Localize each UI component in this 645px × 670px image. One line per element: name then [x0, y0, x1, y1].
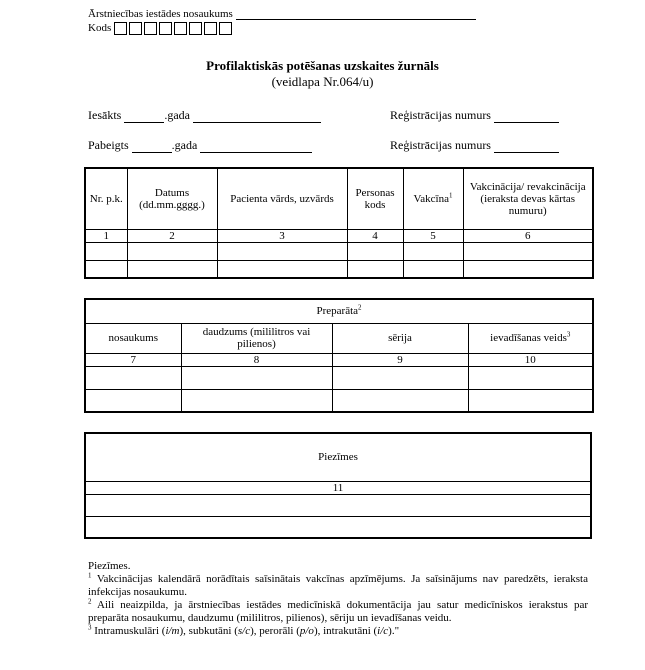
- finished-year-suffix: .gada: [171, 138, 198, 152]
- col-number-3: 3: [217, 229, 347, 242]
- table-cell[interactable]: [85, 260, 127, 278]
- footnotes: [88, 560, 588, 638]
- table-cell[interactable]: [85, 494, 591, 516]
- header-vaccination: Vakcinācija/ revakcinācija (ieraksta devas kārtas numuru): [463, 168, 593, 229]
- route-footnote-ref: 3: [566, 330, 571, 339]
- table-row: [85, 516, 591, 538]
- started-day-field[interactable]: [124, 111, 164, 123]
- preparation-group-header: [85, 299, 593, 323]
- page-title: Profilaktiskās potēšanas uzskaites žurnāls: [206, 58, 439, 73]
- table-cell[interactable]: [468, 366, 593, 389]
- institution-field[interactable]: [236, 8, 476, 20]
- started-year-suffix: .gada: [164, 108, 190, 122]
- footnote-3-im: i/m: [165, 625, 180, 637]
- header-vaccine: [403, 168, 463, 229]
- table-row: [85, 494, 591, 516]
- header-nr: Nr. p.k.: [85, 168, 127, 229]
- table-row: [85, 366, 593, 389]
- registration-field-2[interactable]: [494, 141, 559, 153]
- code-box[interactable]: [204, 22, 217, 35]
- header-personal-code: Personas kods: [347, 168, 403, 229]
- table-cell[interactable]: [332, 366, 468, 389]
- table-cell[interactable]: [463, 242, 593, 260]
- started-label: Iesākts: [88, 108, 122, 122]
- footnote-2-marker: 2: [88, 597, 92, 606]
- header-route-text: ievadīšanas veids: [490, 332, 567, 344]
- col-number-11: 11: [85, 481, 591, 494]
- table-cell[interactable]: [463, 260, 593, 278]
- header-amount: daudzums (mililitros vai pilienos): [181, 323, 332, 353]
- table-cell[interactable]: [347, 242, 403, 260]
- code-box[interactable]: [144, 22, 157, 35]
- table-cell[interactable]: [85, 366, 181, 389]
- footnote-3-d: ), intrakutāni (: [313, 625, 378, 637]
- header-name: nosaukums: [85, 323, 181, 353]
- preparation-footnote-ref: 2: [358, 303, 362, 312]
- table-cell[interactable]: [85, 389, 181, 412]
- footnote-3-b: ), subkutāni (: [179, 625, 238, 637]
- col-number-1: 1: [85, 229, 127, 242]
- col-number-4: 4: [347, 229, 403, 242]
- footnote-3-sc: s/c: [237, 625, 251, 637]
- header-patient: Pacienta vārds, uzvārds: [217, 168, 347, 229]
- footnote-3: [88, 625, 588, 638]
- footnote-2-text: Aili neaizpilda, ja ārstniecības iestādes medicīniskā dokumentācija jau satur medicīniskos ierakstus par preparāta nosaukumu, daudzumu (mililitros, pilienos), sēriju un ievadīšanas veidu.: [88, 599, 588, 624]
- registration-field-1[interactable]: [494, 111, 559, 123]
- footnote-3-po: p/o: [299, 625, 314, 637]
- header-date: Datums (dd.mm.gggg.): [127, 168, 217, 229]
- code-row: [88, 22, 234, 35]
- code-box[interactable]: [159, 22, 172, 35]
- footnote-3-a: Intramuskulāri (: [94, 625, 166, 637]
- col-number-6: 6: [463, 229, 593, 242]
- code-boxes[interactable]: [114, 22, 234, 34]
- finished-year-field[interactable]: [200, 141, 312, 153]
- registration-label-2: Reģistrācijas numurs: [390, 138, 491, 152]
- institution-row: [88, 8, 476, 20]
- table-cell[interactable]: [85, 242, 127, 260]
- footnote-1-text: Vakcinācijas kalendārā norādītais saīsinātais vakcīnas apzīmējums. Ja saīsinājums nav paredzēts, ieraksta infekcijas nosaukumu.: [88, 573, 588, 598]
- col-number-8: 8: [181, 353, 332, 366]
- footnote-3-e: ).": [388, 625, 400, 637]
- institution-label: Ārstniecības iestādes nosaukums: [88, 8, 233, 20]
- table-cell[interactable]: [127, 242, 217, 260]
- col-number-5: 5: [403, 229, 463, 242]
- header-vaccine-text: Vakcīna: [413, 192, 449, 205]
- finished-label: Pabeigts: [88, 138, 129, 152]
- header-route: [468, 323, 593, 353]
- code-box[interactable]: [189, 22, 202, 35]
- table-cell[interactable]: [468, 389, 593, 412]
- table-cell[interactable]: [217, 242, 347, 260]
- page-subtitle: (veidlapa Nr.064/u): [271, 74, 374, 89]
- started-row: [88, 108, 321, 123]
- code-box[interactable]: [114, 22, 127, 35]
- table-cell[interactable]: [403, 242, 463, 260]
- table-cell[interactable]: [217, 260, 347, 278]
- finished-day-field[interactable]: [132, 141, 172, 153]
- preparation-table: [84, 298, 594, 413]
- footnote-3-c: ), perorāli (: [250, 625, 300, 637]
- header-series: sērija: [332, 323, 468, 353]
- table-row: [85, 242, 593, 260]
- code-box[interactable]: [129, 22, 142, 35]
- table-row: [85, 389, 593, 412]
- registration-row-2: [390, 138, 559, 153]
- table-row: [85, 260, 593, 278]
- footnote-3-marker: 3: [88, 623, 92, 632]
- patient-table: [84, 167, 594, 279]
- started-year-field[interactable]: [193, 111, 321, 123]
- notes-header: Piezīmes: [85, 433, 591, 481]
- code-box[interactable]: [174, 22, 187, 35]
- footnote-1-marker: 1: [88, 571, 92, 580]
- finished-row: [88, 138, 312, 153]
- table-cell[interactable]: [127, 260, 217, 278]
- col-number-10: 10: [468, 353, 593, 366]
- footnotes-title: Piezīmes.: [88, 560, 131, 572]
- col-number-9: 9: [332, 353, 468, 366]
- table-cell[interactable]: [85, 516, 591, 538]
- footnote-3-ic: i/c: [377, 625, 389, 637]
- table-cell[interactable]: [332, 389, 468, 412]
- table-cell[interactable]: [181, 389, 332, 412]
- code-label: Kods: [88, 22, 112, 35]
- notes-table: [84, 432, 592, 539]
- footnote-2: [88, 599, 588, 625]
- preparation-header-text: Preparāta: [316, 305, 359, 318]
- vaccine-footnote-ref: 1: [448, 191, 453, 200]
- col-number-2: 2: [127, 229, 217, 242]
- table-cell[interactable]: [347, 260, 403, 278]
- registration-row-1: [390, 108, 559, 123]
- table-cell[interactable]: [403, 260, 463, 278]
- col-number-7: 7: [85, 353, 181, 366]
- code-box[interactable]: [219, 22, 232, 35]
- table-cell[interactable]: [181, 366, 332, 389]
- registration-label-1: Reģistrācijas numurs: [390, 108, 491, 122]
- footnote-1: [88, 573, 588, 599]
